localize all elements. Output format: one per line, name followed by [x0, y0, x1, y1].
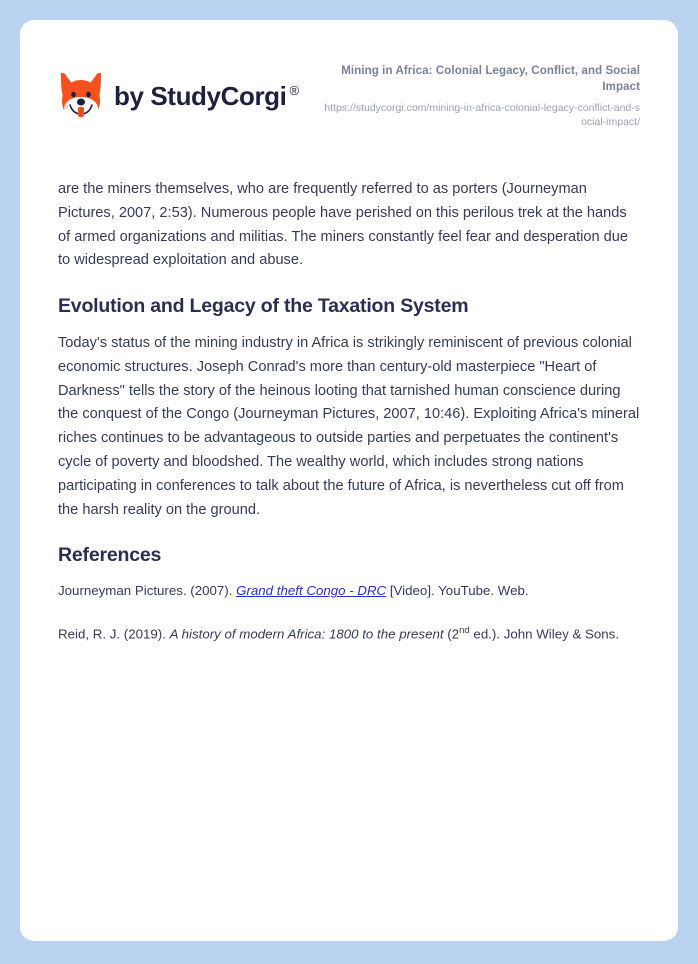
document-header: [20, 20, 678, 129]
corgi-head-icon: [58, 72, 104, 120]
document-page-card: [20, 20, 678, 941]
brand-name: by StudyCorgi: [114, 81, 287, 111]
references-heading: References: [58, 544, 162, 567]
reference-paren: (2: [443, 626, 460, 642]
reference-item: [58, 624, 640, 645]
source-url: https://studycorgi.com/mining-in-africa-colonial-legacy-conflict-and-social-impact/: [324, 102, 640, 129]
section-paragraph: Today's status of the mining industry in Africa is strikingly reminiscent of previous colonial economic structures. Joseph Conrad's more than century-old masterpiece "Heart of Darkness" tells the story of the heinous looting that tarnished human conscience during the conquest of the Congo (Journeyman Pictures, 2007, 10:46). Exploiting Africa's mineral riches continues to be advantageous to outside parties and perpetuates the continent's cycle of poverty and bloodshed. The wealthy world, which includes strong nations participating in conferences to talk about the future of Africa, is nevertheless cut off from the harsh reality on the ground.: [58, 335, 640, 518]
document-body: [20, 178, 678, 645]
brand-logo-group: [58, 60, 299, 120]
reference-prefix: Journeyman Pictures. (2007).: [58, 583, 237, 599]
section-heading: Evolution and Legacy of the Taxation System: [58, 295, 469, 318]
brand-wordmark: [114, 83, 299, 109]
page-title: Mining in Africa: Colonial Legacy, Conflict, and Social Impact: [341, 65, 640, 93]
reference-ordinal: nd: [459, 624, 470, 636]
intro-paragraph: are the miners themselves, who are frequently referred to as porters (Journeyman Pictures, 2007, 2:53). Numerous people have perished on this perilous trek at the hands of armed organizations and militias. The miners constantly feel fear and desperation due to widespread exploitation and abuse.: [58, 181, 629, 269]
reference-link[interactable]: Grand theft Congo - DRC: [236, 583, 387, 599]
reference-title: A history of modern Africa: 1800 to the present: [169, 626, 444, 642]
reference-item: [58, 581, 640, 602]
reference-prefix: Reid, R. J. (2019).: [58, 626, 170, 642]
registered-trademark-icon: ®: [289, 83, 299, 99]
reference-suffix: [Video]. YouTube. Web.: [386, 583, 529, 599]
reference-suffix: ed.). John Wiley & Sons.: [469, 626, 620, 642]
document-header-meta: [320, 60, 640, 129]
